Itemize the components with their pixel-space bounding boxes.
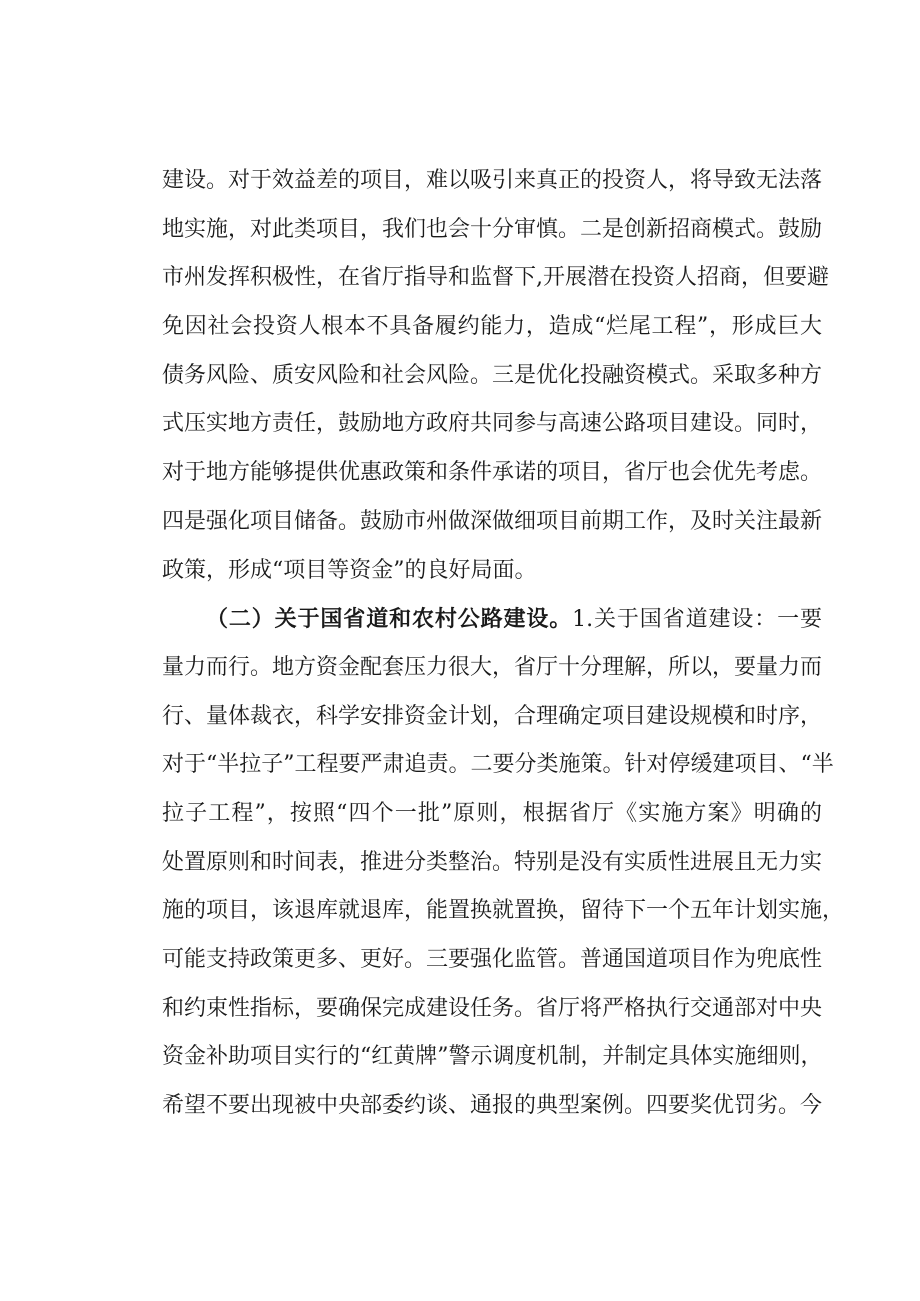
p2-line-4: 对于“半拉子”工程要严肃追责。二要分类施策。针对停缓建项目、“半 xyxy=(162,752,834,778)
p2-line-7: 施的项目，该退库就退库，能置换就置换，留待下一个五年计划实施， xyxy=(162,898,845,924)
p2-line-9: 和约束性指标，要确保完成建设任务。省厅将严格执行交通部对中央 xyxy=(162,995,823,1021)
p2-line-1 xyxy=(162,595,822,644)
p1-line-5: 债务风险、质安风险和社会风险。三是优化投融资模式。采取多种方 xyxy=(162,362,823,388)
section-heading: （二）关于国省道和农村公路建设。 xyxy=(206,606,573,633)
p1-line-9: 政策，形成“项目等资金”的良好局面。 xyxy=(162,557,537,583)
p2-line-3: 行、量体裁衣，科学安排资金计划，合理确定项目建设规模和时序， xyxy=(162,703,823,729)
p2-line-1-rest: 1.关于国省道建设：一要 xyxy=(572,607,822,633)
p1-line-2: 地实施，对此类项目，我们也会十分审慎。二是创新招商模式。鼓励 xyxy=(162,216,823,242)
p1-line-1: 建设。对于效益差的项目，难以吸引来真正的投资人，将导致无法落 xyxy=(162,168,823,193)
p2-line-2: 量力而行。地方资金配套压力很大，省厅十分理解，所以，要量力而 xyxy=(162,654,823,680)
p2-line-5: 拉子工程”，按照“四个一批”原则，根据省厅《实施方案》明确的 xyxy=(162,800,822,826)
p1-line-4: 免因社会投资人根本不具备履约能力，造成“烂尾工程”，形成巨大 xyxy=(162,314,822,340)
p2-line-6: 处置原则和时间表，推进分类整治。特别是没有实质性进展且无力实 xyxy=(162,849,823,875)
p1-line-8: 四是强化项目储备。鼓励市州做深做细项目前期工作，及时关注最新 xyxy=(162,508,823,534)
p2-line-10: 资金补助项目实行的“红黄牌”警示调度机制，并制定具体实施细则， xyxy=(162,1044,823,1070)
p2-line-8: 可能支持政策更多、更好。三要强化监管。普通国道项目作为兜底性 xyxy=(162,947,823,972)
p1-line-6: 式压实地方责任，鼓励地方政府共同参与高速公路项目建设。同时， xyxy=(162,411,823,437)
p2-line-11: 希望不要出现被中央部委约谈、通报的典型案例。四要奖优罚劣。今 xyxy=(162,1093,823,1119)
p1-line-7: 对于地方能够提供优惠政策和条件承诺的项目，省厅也会优先考虑。 xyxy=(162,460,823,486)
p1-line-3: 市州发挥积极性，在省厅指导和监督下,开展潜在投资人招商，但要避 xyxy=(162,265,829,291)
document-body xyxy=(162,157,845,1131)
